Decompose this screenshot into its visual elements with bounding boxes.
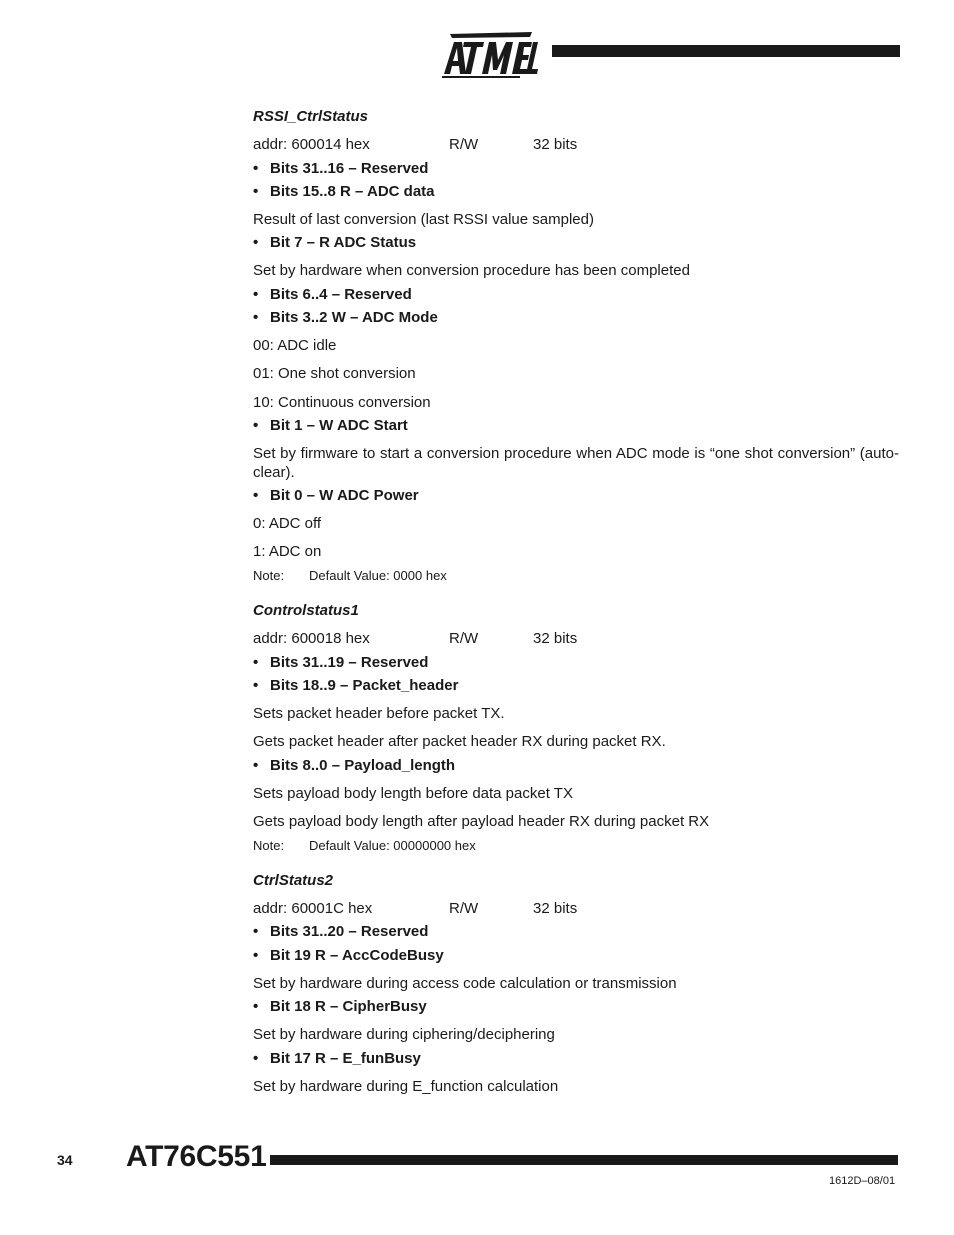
bit-field-description: Set by hardware during E_function calculation	[253, 1078, 559, 1095]
note-label: Note:	[253, 838, 285, 853]
bit-field-heading: • Bit 0 – W ADC Power	[253, 487, 419, 504]
bit-field-description: Set by hardware when conversion procedure has been completed	[253, 262, 690, 279]
bit-field-description: Gets packet header after packet header RX during packet RX.	[253, 733, 666, 750]
note-label: Note:	[253, 568, 285, 583]
section-title: RSSI_CtrlStatus	[253, 108, 369, 125]
default-value-note	[253, 836, 899, 855]
section-title: CtrlStatus2	[253, 872, 334, 889]
bit-field-heading: • Bits 15..8 R – ADC data	[253, 183, 435, 200]
bit-field-description: Sets packet header before packet TX.	[253, 705, 505, 722]
register-size: 32 bits	[533, 136, 578, 153]
page-number: 34	[57, 1152, 73, 1168]
bit-field-description: Sets payload body length before data packet TX	[253, 785, 573, 802]
register-address: addr: 600014 hex	[253, 136, 370, 153]
bit-field-heading: • Bits 8..0 – Payload_length	[253, 757, 456, 774]
register-access: R/W	[449, 900, 479, 917]
register-address: addr: 600018 hex	[253, 630, 370, 647]
bit-field-heading: • Bits 31..19 – Reserved	[253, 654, 429, 671]
bit-field-heading: • Bits 6..4 – Reserved	[253, 286, 412, 303]
bit-field-heading: • Bit 19 R – AccCodeBusy	[253, 947, 444, 964]
note-value: Default Value: 00000000 hex	[309, 838, 476, 853]
atmel-logo-icon	[440, 28, 538, 78]
bit-field-heading: • Bit 17 R – E_funBusy	[253, 1050, 421, 1067]
bit-field-heading: • Bits 31..16 – Reserved	[253, 160, 429, 177]
bit-field-description: Set by firmware to start a conversion procedure when ADC mode is “one shot conversion” (auto-clear).	[253, 445, 899, 481]
register-access: R/W	[449, 630, 479, 647]
register-size: 32 bits	[533, 630, 578, 647]
register-address-row	[253, 135, 899, 154]
default-value-note	[253, 566, 899, 585]
document-number: 1612D–08/01	[829, 1175, 896, 1187]
register-address: addr: 60001C hex	[253, 900, 373, 917]
bit-field-heading: • Bits 18..9 – Packet_header	[253, 677, 459, 694]
bit-field-heading: • Bits 3..2 W – ADC Mode	[253, 309, 438, 326]
bit-field-value: 1: ADC on	[253, 543, 322, 560]
register-access: R/W	[449, 136, 479, 153]
bit-field-value: 00: ADC idle	[253, 337, 337, 354]
bit-field-description: Set by hardware during access code calculation or transmission	[253, 975, 677, 992]
bit-field-heading: • Bit 18 R – CipherBusy	[253, 998, 427, 1015]
document-title: AT76C551	[126, 1140, 267, 1173]
register-address-row	[253, 899, 899, 918]
bit-field-heading: • Bits 31..20 – Reserved	[253, 923, 429, 940]
bit-field-description: Set by hardware during ciphering/deciphering	[253, 1026, 555, 1043]
register-address-row	[253, 629, 899, 648]
bit-field-value: 10: Continuous conversion	[253, 394, 431, 411]
header-rule	[552, 45, 900, 57]
bit-field-description: Result of last conversion (last RSSI value sampled)	[253, 211, 594, 228]
note-value: Default Value: 0000 hex	[309, 568, 447, 583]
bit-field-description: Gets payload body length after payload header RX during packet RX	[253, 813, 710, 830]
bit-field-heading: • Bit 7 – R ADC Status	[253, 234, 417, 251]
bit-field-value: 0: ADC off	[253, 515, 322, 532]
footer-rule	[270, 1155, 898, 1165]
section-title: Controlstatus1	[253, 602, 359, 619]
register-size: 32 bits	[533, 900, 578, 917]
bit-field-value: 01: One shot conversion	[253, 365, 416, 382]
bit-field-heading: • Bit 1 – W ADC Start	[253, 417, 408, 434]
